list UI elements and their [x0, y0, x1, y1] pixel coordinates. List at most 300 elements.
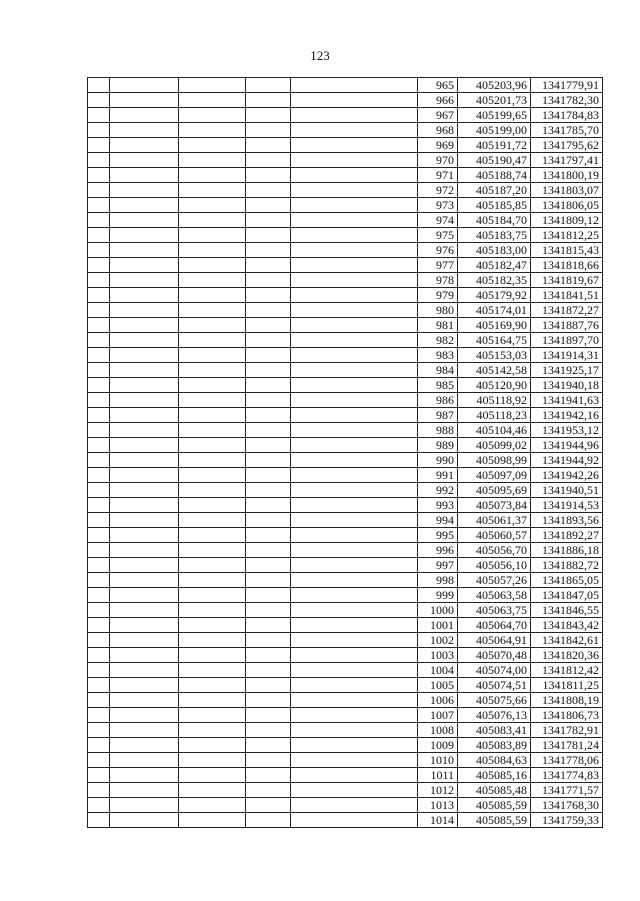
- point-number: 965: [418, 78, 458, 93]
- blank-col-2: [110, 78, 179, 93]
- y-coordinate: 1341882,72: [531, 558, 603, 573]
- point-number: 993: [418, 498, 458, 513]
- x-coordinate: 405203,96: [458, 78, 531, 93]
- blank-col-2: [110, 198, 179, 213]
- blank-col-3: [179, 543, 246, 558]
- table-row: [88, 483, 603, 498]
- y-coordinate: 1341942,26: [531, 468, 603, 483]
- x-coordinate: 405097,09: [458, 468, 531, 483]
- table-row: [88, 633, 603, 648]
- blank-col-3: [179, 123, 246, 138]
- blank-col-2: [110, 108, 179, 123]
- blank-col-3: [179, 363, 246, 378]
- table-row: [88, 288, 603, 303]
- blank-col-2: [110, 528, 179, 543]
- x-coordinate: 405099,02: [458, 438, 531, 453]
- table-row: [88, 198, 603, 213]
- blank-col-2: [110, 723, 179, 738]
- x-coordinate: 405142,58: [458, 363, 531, 378]
- blank-col-5: [291, 528, 418, 543]
- blank-col-5: [291, 288, 418, 303]
- point-number: 992: [418, 483, 458, 498]
- y-coordinate: 1341925,17: [531, 363, 603, 378]
- x-coordinate: 405073,84: [458, 498, 531, 513]
- blank-col-3: [179, 258, 246, 273]
- y-coordinate: 1341803,07: [531, 183, 603, 198]
- point-number: 990: [418, 453, 458, 468]
- blank-col-1: [88, 753, 110, 768]
- blank-col-1: [88, 573, 110, 588]
- blank-col-2: [110, 633, 179, 648]
- blank-col-1: [88, 543, 110, 558]
- x-coordinate: 405064,70: [458, 618, 531, 633]
- blank-col-1: [88, 768, 110, 783]
- point-number: 994: [418, 513, 458, 528]
- x-coordinate: 405083,41: [458, 723, 531, 738]
- blank-col-5: [291, 543, 418, 558]
- blank-col-2: [110, 558, 179, 573]
- blank-col-4: [246, 483, 291, 498]
- y-coordinate: 1341842,61: [531, 633, 603, 648]
- blank-col-1: [88, 468, 110, 483]
- blank-col-4: [246, 318, 291, 333]
- x-coordinate: 405174,01: [458, 303, 531, 318]
- point-number: 985: [418, 378, 458, 393]
- blank-col-1: [88, 693, 110, 708]
- blank-col-4: [246, 543, 291, 558]
- y-coordinate: 1341797,41: [531, 153, 603, 168]
- point-number: 989: [418, 438, 458, 453]
- blank-col-2: [110, 708, 179, 723]
- blank-col-2: [110, 288, 179, 303]
- point-number: 1003: [418, 648, 458, 663]
- blank-col-2: [110, 138, 179, 153]
- x-coordinate: 405104,46: [458, 423, 531, 438]
- y-coordinate: 1341944,96: [531, 438, 603, 453]
- table-row: [88, 243, 603, 258]
- blank-col-5: [291, 558, 418, 573]
- blank-col-4: [246, 348, 291, 363]
- blank-col-2: [110, 768, 179, 783]
- blank-col-5: [291, 468, 418, 483]
- x-coordinate: 405085,59: [458, 813, 531, 828]
- x-coordinate: 405120,90: [458, 378, 531, 393]
- y-coordinate: 1341818,66: [531, 258, 603, 273]
- x-coordinate: 405182,35: [458, 273, 531, 288]
- blank-col-5: [291, 693, 418, 708]
- blank-col-2: [110, 123, 179, 138]
- table-row: [88, 663, 603, 678]
- blank-col-4: [246, 558, 291, 573]
- point-number: 966: [418, 93, 458, 108]
- blank-col-4: [246, 798, 291, 813]
- table-row: [88, 183, 603, 198]
- y-coordinate: 1341819,67: [531, 273, 603, 288]
- table-row: [88, 768, 603, 783]
- point-number: 972: [418, 183, 458, 198]
- blank-col-3: [179, 723, 246, 738]
- y-coordinate: 1341795,62: [531, 138, 603, 153]
- table-row: [88, 468, 603, 483]
- blank-col-2: [110, 318, 179, 333]
- point-number: 979: [418, 288, 458, 303]
- blank-col-2: [110, 693, 179, 708]
- table-row: [88, 153, 603, 168]
- blank-col-1: [88, 663, 110, 678]
- blank-col-3: [179, 198, 246, 213]
- point-number: 968: [418, 123, 458, 138]
- blank-col-4: [246, 168, 291, 183]
- blank-col-1: [88, 633, 110, 648]
- blank-col-3: [179, 228, 246, 243]
- x-coordinate: 405076,13: [458, 708, 531, 723]
- table-row: [88, 273, 603, 288]
- blank-col-5: [291, 123, 418, 138]
- x-coordinate: 405064,91: [458, 633, 531, 648]
- blank-col-4: [246, 258, 291, 273]
- x-coordinate: 405153,03: [458, 348, 531, 363]
- blank-col-5: [291, 93, 418, 108]
- blank-col-5: [291, 768, 418, 783]
- blank-col-1: [88, 318, 110, 333]
- blank-col-5: [291, 273, 418, 288]
- blank-col-5: [291, 678, 418, 693]
- blank-col-1: [88, 738, 110, 753]
- y-coordinate: 1341953,12: [531, 423, 603, 438]
- blank-col-4: [246, 288, 291, 303]
- table-row: [88, 708, 603, 723]
- blank-col-3: [179, 423, 246, 438]
- blank-col-1: [88, 603, 110, 618]
- blank-col-1: [88, 198, 110, 213]
- point-number: 1010: [418, 753, 458, 768]
- blank-col-4: [246, 423, 291, 438]
- y-coordinate: 1341893,56: [531, 513, 603, 528]
- point-number: 996: [418, 543, 458, 558]
- blank-col-3: [179, 513, 246, 528]
- table-row: [88, 393, 603, 408]
- blank-col-3: [179, 168, 246, 183]
- point-number: 1011: [418, 768, 458, 783]
- y-coordinate: 1341808,19: [531, 693, 603, 708]
- blank-col-1: [88, 183, 110, 198]
- point-number: 987: [418, 408, 458, 423]
- blank-col-5: [291, 153, 418, 168]
- x-coordinate: 405199,00: [458, 123, 531, 138]
- blank-col-5: [291, 198, 418, 213]
- blank-col-2: [110, 363, 179, 378]
- blank-col-3: [179, 603, 246, 618]
- y-coordinate: 1341768,30: [531, 798, 603, 813]
- blank-col-3: [179, 303, 246, 318]
- blank-col-2: [110, 678, 179, 693]
- point-number: 975: [418, 228, 458, 243]
- blank-col-3: [179, 498, 246, 513]
- blank-col-2: [110, 813, 179, 828]
- blank-col-3: [179, 93, 246, 108]
- point-number: 1014: [418, 813, 458, 828]
- blank-col-4: [246, 648, 291, 663]
- table-row: [88, 408, 603, 423]
- blank-col-2: [110, 348, 179, 363]
- blank-col-5: [291, 378, 418, 393]
- blank-col-1: [88, 393, 110, 408]
- point-number: 995: [418, 528, 458, 543]
- blank-col-4: [246, 213, 291, 228]
- table-row: [88, 348, 603, 363]
- blank-col-2: [110, 498, 179, 513]
- x-coordinate: 405060,57: [458, 528, 531, 543]
- blank-col-2: [110, 798, 179, 813]
- blank-col-2: [110, 648, 179, 663]
- blank-col-1: [88, 528, 110, 543]
- table-row: [88, 423, 603, 438]
- blank-col-3: [179, 108, 246, 123]
- blank-col-5: [291, 648, 418, 663]
- blank-col-1: [88, 423, 110, 438]
- y-coordinate: 1341771,57: [531, 783, 603, 798]
- x-coordinate: 405074,00: [458, 663, 531, 678]
- blank-col-1: [88, 408, 110, 423]
- coordinates-table: [87, 77, 603, 828]
- x-coordinate: 405191,72: [458, 138, 531, 153]
- table-row: [88, 318, 603, 333]
- blank-col-5: [291, 183, 418, 198]
- blank-col-5: [291, 438, 418, 453]
- point-number: 988: [418, 423, 458, 438]
- blank-col-1: [88, 333, 110, 348]
- y-coordinate: 1341774,83: [531, 768, 603, 783]
- blank-col-3: [179, 468, 246, 483]
- blank-col-4: [246, 513, 291, 528]
- blank-col-5: [291, 168, 418, 183]
- x-coordinate: 405201,73: [458, 93, 531, 108]
- blank-col-4: [246, 753, 291, 768]
- point-number: 1007: [418, 708, 458, 723]
- blank-col-4: [246, 228, 291, 243]
- blank-col-2: [110, 213, 179, 228]
- x-coordinate: 405057,26: [458, 573, 531, 588]
- table-row: [88, 573, 603, 588]
- blank-col-1: [88, 363, 110, 378]
- blank-col-1: [88, 288, 110, 303]
- point-number: 1012: [418, 783, 458, 798]
- x-coordinate: 405095,69: [458, 483, 531, 498]
- x-coordinate: 405085,48: [458, 783, 531, 798]
- table-row: [88, 648, 603, 663]
- blank-col-2: [110, 258, 179, 273]
- x-coordinate: 405164,75: [458, 333, 531, 348]
- blank-col-5: [291, 633, 418, 648]
- blank-col-3: [179, 783, 246, 798]
- blank-col-3: [179, 588, 246, 603]
- blank-col-4: [246, 198, 291, 213]
- point-number: 969: [418, 138, 458, 153]
- page-number: 123: [310, 48, 330, 63]
- point-number: 1008: [418, 723, 458, 738]
- blank-col-1: [88, 153, 110, 168]
- blank-col-3: [179, 693, 246, 708]
- table-row: [88, 228, 603, 243]
- table-row: [88, 618, 603, 633]
- table-row: [88, 783, 603, 798]
- blank-col-2: [110, 438, 179, 453]
- blank-col-1: [88, 648, 110, 663]
- blank-col-4: [246, 588, 291, 603]
- blank-col-4: [246, 123, 291, 138]
- point-number: 974: [418, 213, 458, 228]
- blank-col-1: [88, 453, 110, 468]
- point-number: 980: [418, 303, 458, 318]
- y-coordinate: 1341759,33: [531, 813, 603, 828]
- x-coordinate: 405179,92: [458, 288, 531, 303]
- blank-col-2: [110, 168, 179, 183]
- blank-col-5: [291, 573, 418, 588]
- table-row: [88, 738, 603, 753]
- blank-col-2: [110, 738, 179, 753]
- blank-col-4: [246, 243, 291, 258]
- blank-col-1: [88, 723, 110, 738]
- blank-col-3: [179, 183, 246, 198]
- blank-col-3: [179, 318, 246, 333]
- point-number: 1002: [418, 633, 458, 648]
- x-coordinate: 405183,00: [458, 243, 531, 258]
- table-row: [88, 723, 603, 738]
- blank-col-2: [110, 663, 179, 678]
- x-coordinate: 405188,74: [458, 168, 531, 183]
- blank-col-5: [291, 78, 418, 93]
- blank-col-4: [246, 663, 291, 678]
- x-coordinate: 405185,85: [458, 198, 531, 213]
- table-row: [88, 168, 603, 183]
- blank-col-3: [179, 663, 246, 678]
- y-coordinate: 1341886,18: [531, 543, 603, 558]
- blank-col-2: [110, 603, 179, 618]
- x-coordinate: 405098,99: [458, 453, 531, 468]
- x-coordinate: 405182,47: [458, 258, 531, 273]
- blank-col-1: [88, 558, 110, 573]
- point-number: 1009: [418, 738, 458, 753]
- point-number: 976: [418, 243, 458, 258]
- blank-col-3: [179, 558, 246, 573]
- x-coordinate: 405083,89: [458, 738, 531, 753]
- y-coordinate: 1341872,27: [531, 303, 603, 318]
- blank-col-3: [179, 483, 246, 498]
- blank-col-5: [291, 453, 418, 468]
- blank-col-1: [88, 78, 110, 93]
- blank-col-5: [291, 513, 418, 528]
- blank-col-4: [246, 153, 291, 168]
- blank-col-3: [179, 438, 246, 453]
- y-coordinate: 1341843,42: [531, 618, 603, 633]
- y-coordinate: 1341815,43: [531, 243, 603, 258]
- x-coordinate: 405118,23: [458, 408, 531, 423]
- point-number: 997: [418, 558, 458, 573]
- blank-col-4: [246, 378, 291, 393]
- blank-col-3: [179, 753, 246, 768]
- blank-col-1: [88, 123, 110, 138]
- blank-col-5: [291, 138, 418, 153]
- table-row: [88, 753, 603, 768]
- blank-col-1: [88, 783, 110, 798]
- y-coordinate: 1341887,76: [531, 318, 603, 333]
- blank-col-4: [246, 453, 291, 468]
- x-coordinate: 405061,37: [458, 513, 531, 528]
- blank-col-5: [291, 243, 418, 258]
- y-coordinate: 1341846,55: [531, 603, 603, 618]
- table-row: [88, 798, 603, 813]
- y-coordinate: 1341781,24: [531, 738, 603, 753]
- blank-col-1: [88, 798, 110, 813]
- blank-col-3: [179, 408, 246, 423]
- point-number: 1004: [418, 663, 458, 678]
- table-row: [88, 213, 603, 228]
- blank-col-4: [246, 408, 291, 423]
- blank-col-2: [110, 303, 179, 318]
- y-coordinate: 1341847,05: [531, 588, 603, 603]
- table-row: [88, 78, 603, 93]
- y-coordinate: 1341941,63: [531, 393, 603, 408]
- blank-col-1: [88, 708, 110, 723]
- blank-col-4: [246, 363, 291, 378]
- point-number: 978: [418, 273, 458, 288]
- blank-col-5: [291, 603, 418, 618]
- blank-col-3: [179, 138, 246, 153]
- y-coordinate: 1341914,31: [531, 348, 603, 363]
- table-row: [88, 453, 603, 468]
- blank-col-4: [246, 768, 291, 783]
- table-row: [88, 303, 603, 318]
- x-coordinate: 405075,66: [458, 693, 531, 708]
- blank-col-5: [291, 783, 418, 798]
- blank-col-1: [88, 483, 110, 498]
- point-number: 982: [418, 333, 458, 348]
- table-row: [88, 333, 603, 348]
- blank-col-1: [88, 138, 110, 153]
- point-number: 1006: [418, 693, 458, 708]
- blank-col-1: [88, 678, 110, 693]
- blank-col-2: [110, 183, 179, 198]
- blank-col-3: [179, 288, 246, 303]
- table-row: [88, 138, 603, 153]
- blank-col-1: [88, 813, 110, 828]
- table-row: [88, 603, 603, 618]
- blank-col-3: [179, 153, 246, 168]
- blank-col-4: [246, 138, 291, 153]
- blank-col-3: [179, 393, 246, 408]
- point-number: 983: [418, 348, 458, 363]
- blank-col-5: [291, 753, 418, 768]
- y-coordinate: 1341782,91: [531, 723, 603, 738]
- blank-col-3: [179, 333, 246, 348]
- point-number: 1000: [418, 603, 458, 618]
- y-coordinate: 1341811,25: [531, 678, 603, 693]
- table-row: [88, 513, 603, 528]
- blank-col-2: [110, 483, 179, 498]
- point-number: 977: [418, 258, 458, 273]
- point-number: 981: [418, 318, 458, 333]
- table-row: [88, 528, 603, 543]
- blank-col-4: [246, 498, 291, 513]
- y-coordinate: 1341806,73: [531, 708, 603, 723]
- blank-col-1: [88, 438, 110, 453]
- blank-col-3: [179, 348, 246, 363]
- blank-col-2: [110, 93, 179, 108]
- blank-col-1: [88, 273, 110, 288]
- blank-col-5: [291, 318, 418, 333]
- point-number: 986: [418, 393, 458, 408]
- blank-col-5: [291, 348, 418, 363]
